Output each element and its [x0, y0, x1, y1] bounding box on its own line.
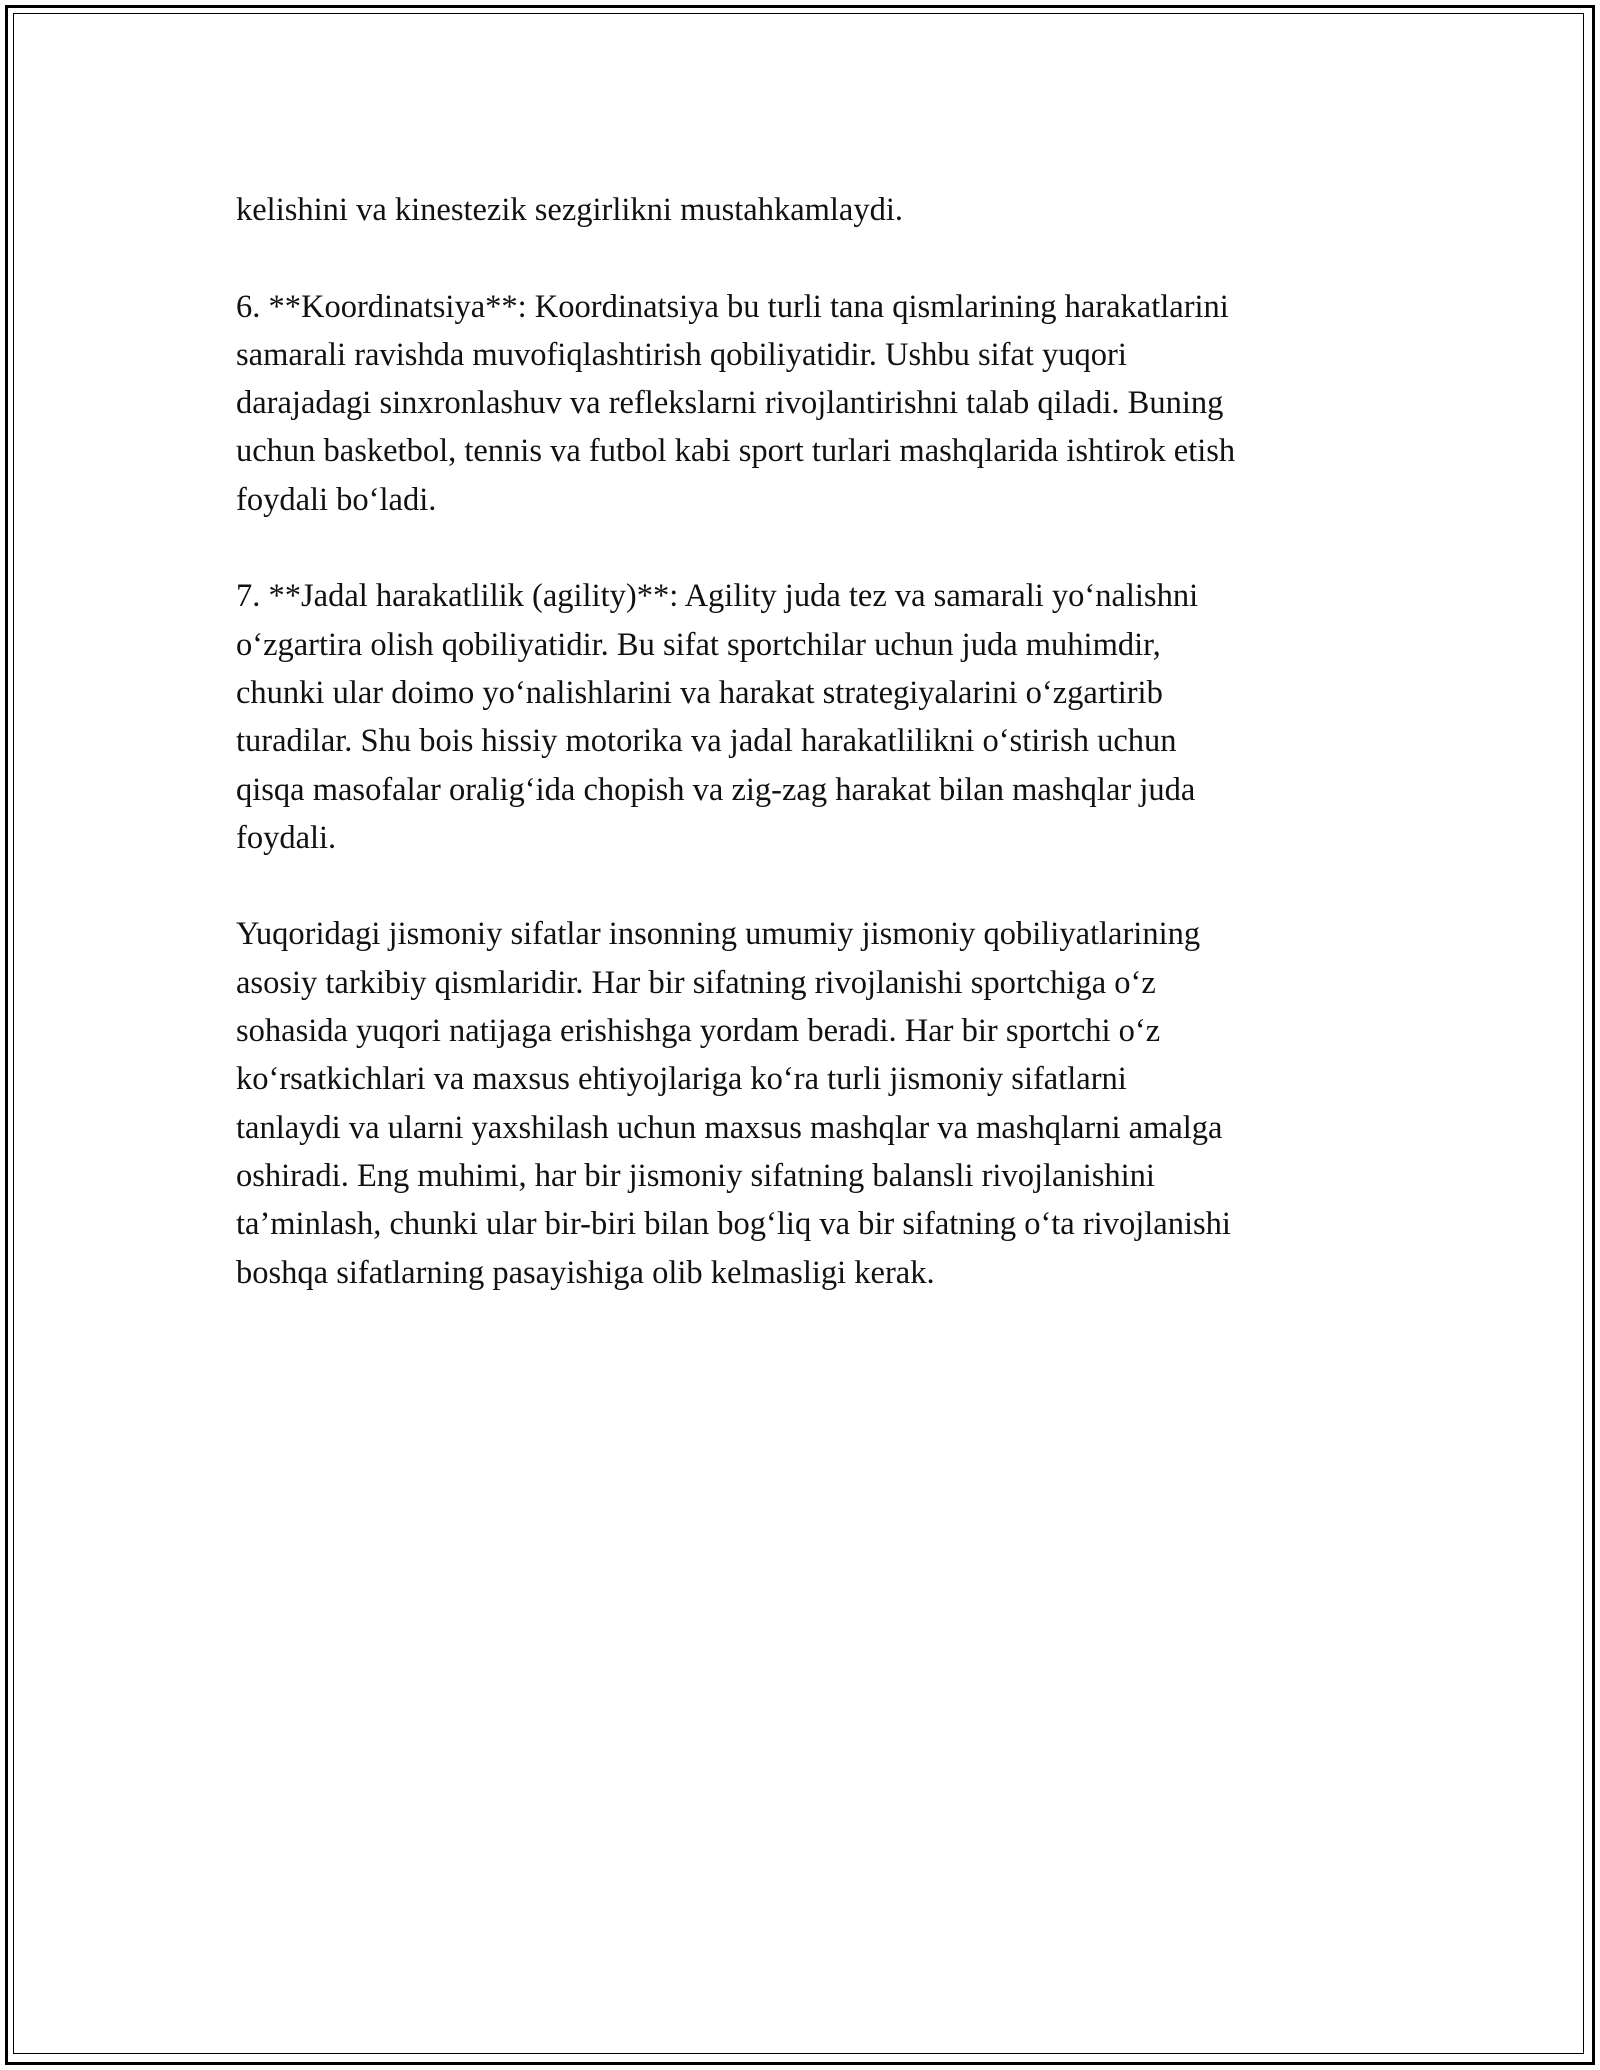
text-line: kelishini va kinestezik sezgirlikni mustahkamlaydi.	[236, 192, 904, 228]
text-line: qisqa masofalar oralig‘ida chopish va zig-zag harakat bilan mashqlar juda	[236, 771, 1196, 808]
text-line: foydali.	[236, 819, 337, 856]
document-body	[236, 186, 1376, 1297]
text-line: uchun basketbol, tennis va futbol kabi sport turlari mashqlarida ishtirok etish	[236, 433, 1236, 470]
text-line: asosiy tarkibiy qismlaridir. Har bir sifatning rivojlanishi sportchiga o‘z	[236, 964, 1156, 1001]
paragraph-coordination	[236, 283, 1376, 524]
text-line: samarali ravishda muvofiqlashtirish qobiliyatidir. Ushbu sifat yuqori	[236, 336, 1127, 373]
text-line: sohasida yuqori natijaga erishishga yordam beradi. Har bir sportchi o‘z	[236, 1013, 1161, 1050]
text-line: foydali bo‘ladi.	[236, 481, 437, 518]
text-line: o‘zgartira olish qobiliyatidir. Bu sifat sportchilar uchun juda muhimdir,	[236, 626, 1161, 663]
text-line: tanlaydi va ularni yaxshilash uchun maxsus mashqlar va mashqlarni amalga	[236, 1109, 1223, 1146]
paragraph-continuation	[236, 186, 1376, 234]
text-line: boshqa sifatlarning pasayishiga olib kelmasligi kerak.	[236, 1254, 935, 1291]
text-line: chunki ular doimo yo‘nalishlarini va harakat strategiyalarini o‘zgartirib	[236, 674, 1163, 711]
text-line: oshiradi. Eng muhimi, har bir jismoniy sifatning balansli rivojlanishini	[236, 1157, 1155, 1194]
text-line: Yuqoridagi jismoniy sifatlar insonning umumiy jismoniy qobiliyatlarining	[236, 916, 1201, 953]
paragraph-agility	[236, 572, 1376, 862]
paragraph-conclusion	[236, 910, 1376, 1296]
text-line: ta’minlash, chunki ular bir-biri bilan bog‘liq va bir sifatning o‘ta rivojlanishi	[236, 1206, 1231, 1243]
text-line: 6. **Koordinatsiya**: Koordinatsiya bu turli tana qismlarining harakatlarini	[236, 288, 1229, 325]
text-line: turadilar. Shu bois hissiy motorika va jadal harakatlilikni o‘stirish uchun	[236, 723, 1177, 760]
text-line: 7. **Jadal harakatlilik (agility)**: Agility juda tez va samarali yo‘nalishni	[236, 578, 1199, 615]
text-line: ko‘rsatkichlari va maxsus ehtiyojlariga ko‘ra turli jismoniy sifatlarni	[236, 1061, 1127, 1098]
text-line: darajadagi sinxronlashuv va reflekslarni rivojlantirishni talab qiladi. Buning	[236, 385, 1224, 422]
